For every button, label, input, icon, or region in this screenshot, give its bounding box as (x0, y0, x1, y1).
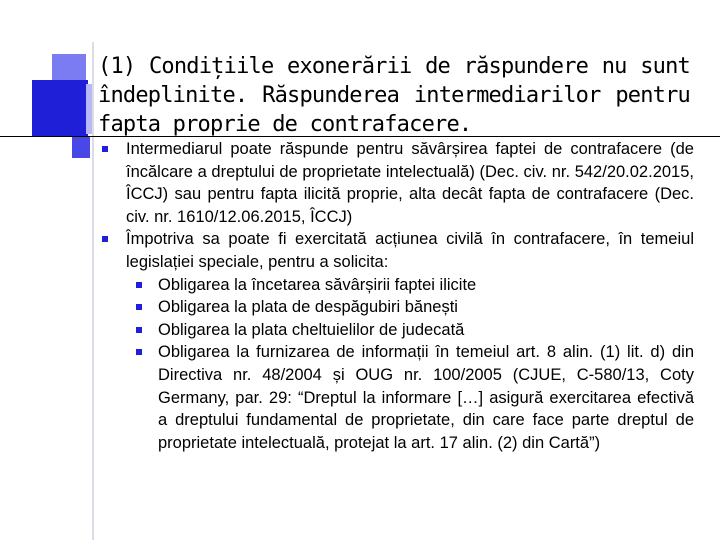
square-bullet-icon (102, 146, 108, 152)
sub-bullet-item (126, 319, 694, 342)
sub-bullet-item (126, 296, 694, 319)
decor-square-dark (32, 80, 88, 136)
square-bullet-icon (136, 349, 142, 355)
bullet-list (100, 138, 694, 454)
sub-bullet-text: Obligarea la încetarea săvârșirii faptei ilicite (158, 275, 477, 294)
square-bullet-icon (136, 282, 142, 288)
square-bullet-icon (136, 327, 142, 333)
sub-bullet-item (126, 274, 694, 297)
bullet-item (100, 138, 694, 228)
decor-square-small (72, 136, 90, 158)
sub-bullet-list (126, 274, 694, 455)
bullet-text: Intermediarul poate răspunde pentru săvârșirea faptei de contrafacere (de încălcare a dreptului de proprietate intelectuală) (Dec. civ. nr. 542/20.02.2015, ÎCCJ) sau pentru fapta ilicită proprie, alta decât fapta de contrafacere (Dec. civ. nr. 1610/12.06.2015, ÎCCJ) (126, 140, 694, 226)
slide-title: (1) Condițiile exonerării de răspundere nu sunt îndeplinite. Răspunderea intermediarilor pentru fapta proprie de contrafacere. (98, 54, 690, 137)
square-bullet-icon (102, 236, 108, 242)
slide-body (100, 138, 694, 454)
decor-vertical-line (92, 42, 94, 540)
bullet-text: Împotriva sa poate fi exercitată acțiunea civilă în contrafacere, în temeiul legislației speciale, pentru a solicita: (126, 230, 694, 271)
sub-bullet-text: Obligarea la plata cheltuielilor de judecată (158, 320, 465, 339)
square-bullet-icon (136, 304, 142, 310)
sub-bullet-item (126, 341, 694, 454)
bullet-item (100, 228, 694, 454)
sub-bullet-text: Obligarea la furnizarea de informații în temeiul art. 8 alin. (1) lit. d) din Directiva nr. 48/2004 și OUG nr. 100/2005 (CJUE, C-580/13, Coty Germany, par. 29: “Dreptul la informare […] asigură exercitarea efectivă a dreptului fundamental de proprietate, din care face parte dreptul de proprietate intelectuală, protejat la art. 17 alin. (2) din Cartă”) (158, 343, 694, 452)
sub-bullet-text: Obligarea la plata de despăgubiri bănești (158, 298, 458, 317)
